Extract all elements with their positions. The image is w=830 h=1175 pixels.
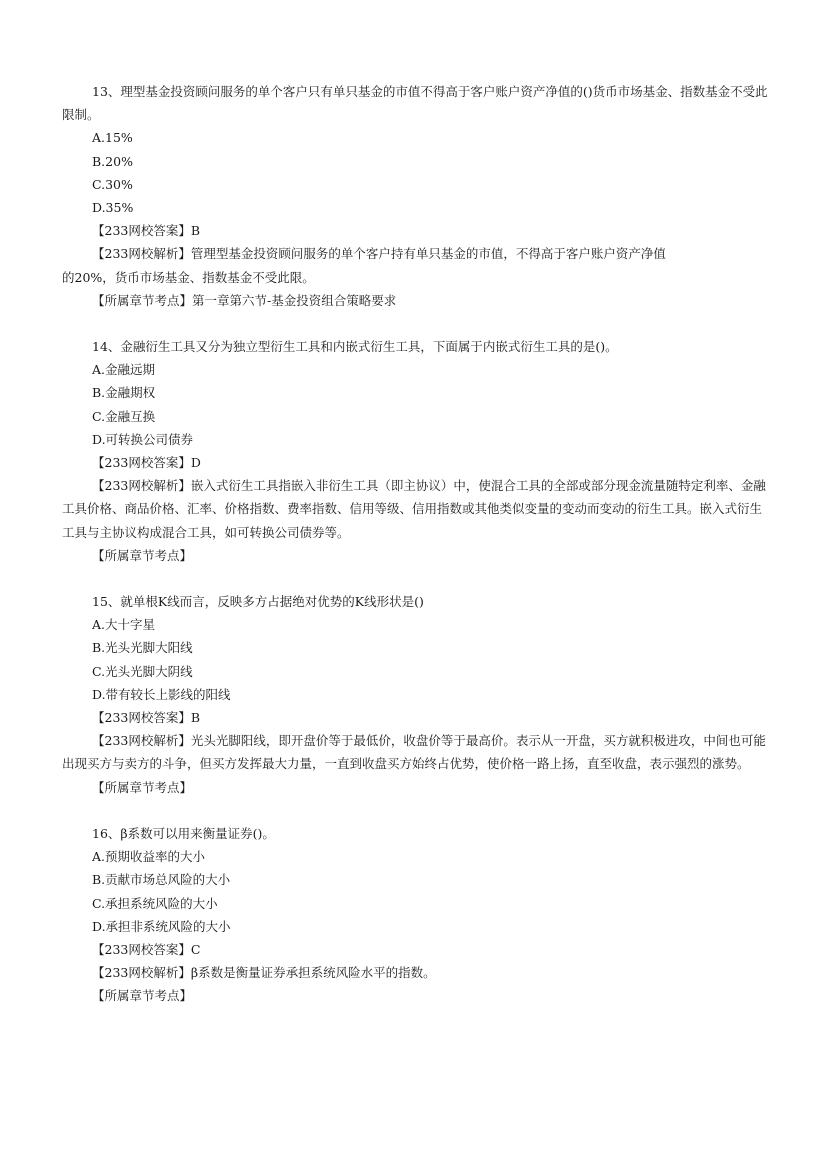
option-d: D.35% [92,200,134,216]
option-d: D.可转换公司债券 [92,431,194,447]
question-15 [62,590,768,799]
analysis-line-1: 【233网校解析】管理型基金投资顾问服务的单个客户持有单只基金的市值，不得高于客户账户资产净值 [92,246,666,262]
option-d: D.带有较长上影线的阳线 [92,686,231,702]
option-d: D.承担非系统风险的大小 [92,918,231,934]
answer-label: 【233网校答案】B [92,710,201,726]
option-c: C.承担系统风险的大小 [92,895,218,911]
analysis-text: 【233网校解析】嵌入式衍生工具指嵌入非衍生工具（即主协议）中，使混合工具的全部或部分现金流量随特定利率、金融工具价格、商品价格、汇率、价格指数、费率指数、信用等级、信用指数或其他类似变量的变动而变动的衍生工具。嵌入式衍生工具与主协议构成混合工具，如可转换公司债券等。 [62,478,766,540]
analysis-line-2: 的20%，货币市场基金、指数基金不受此限。 [62,269,315,285]
answer-label: 【233网校答案】C [92,941,201,957]
option-b: B.金融期权 [92,385,156,401]
option-a: A.15% [92,130,133,146]
answer-label: 【233网校答案】D [92,455,201,471]
option-b: B.光头光脚大阳线 [92,640,193,656]
chapter-label: 【所属章节考点】第一章第六节-基金投资组合策略要求 [92,292,397,308]
chapter-label: 【所属章节考点】 [92,779,193,795]
question-13 [62,80,768,312]
option-c: C.金融互换 [92,408,156,424]
question-stem: 14、金融衍生工具又分为独立型衍生工具和内嵌式衍生工具，下面属于内嵌式衍生工具的是()。 [92,339,618,355]
question-14 [62,335,768,567]
question-stem: 16、β系数可以用来衡量证券()。 [92,825,275,841]
analysis-text: 【233网校解析】β系数是衡量证券承担系统风险水平的指数。 [92,965,436,981]
question-stem: 15、就单根K线而言，反映多方占据绝对优势的K线形状是() [92,594,424,610]
option-a: A.金融远期 [92,362,156,378]
option-a: A.预期收益率的大小 [92,849,206,865]
option-b: B.贡献市场总风险的大小 [92,872,231,888]
chapter-label: 【所属章节考点】 [92,547,193,563]
option-c: C.30% [92,176,133,192]
document-page [62,80,768,1031]
question-stem: 13、理型基金投资顾问服务的单个客户只有单只基金的市值不得高于客户账户资产净值的()货币市场基金、指数基金不受此限制。 [62,84,768,123]
option-a: A.大十字星 [92,617,156,633]
option-b: B.20% [92,153,133,169]
answer-label: 【233网校答案】B [92,223,201,239]
question-16 [62,822,768,1008]
option-c: C.光头光脚大阴线 [92,663,193,679]
analysis-text: 【233网校解析】光头光脚阳线，即开盘价等于最低价，收盘价等于最高价。表示从一开盘，买方就积极进攻，中间也可能出现买方与卖方的斗争，但买方发挥最大力量，一直到收盘买方始终占优势，使价格一路上扬，直至收盘，表示强烈的涨势。 [62,733,766,772]
chapter-label: 【所属章节考点】 [92,988,193,1004]
